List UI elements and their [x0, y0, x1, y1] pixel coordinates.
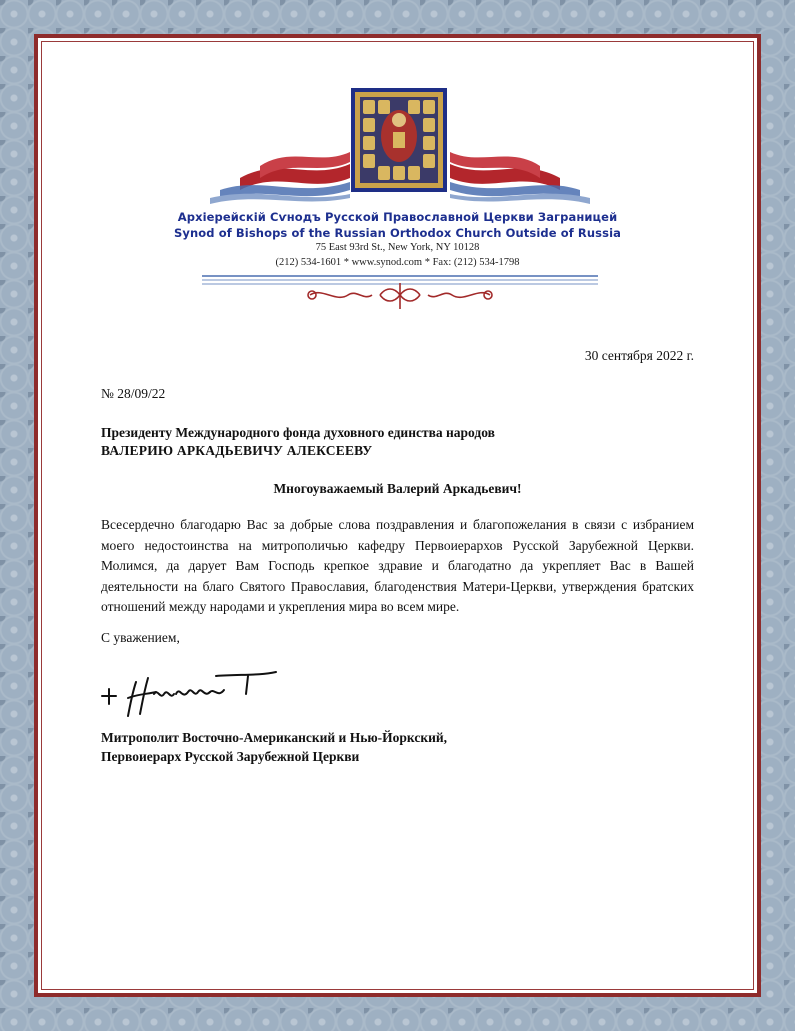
letter-reference-number: № 28/09/22: [101, 386, 166, 401]
signer-position: Первоиерарх Русской Зарубежной Церкви: [101, 749, 360, 764]
addressee-block: [101, 424, 495, 460]
addressee-title: Президенту Международного фонда духовного единства народов: [101, 425, 495, 440]
signer-block: [101, 728, 447, 766]
signer-title: Митрополит Восточно-Американский и Нью-Йоркский,: [101, 730, 448, 745]
letter-date: 30 сентября 2022 г.: [584, 348, 694, 363]
letterhead-contacts: (212) 534-1601 * www.synod.com * Fax: (212) 534-1798: [275, 257, 520, 268]
letterhead-title-en: Synod of Bishops of the Russian Orthodox Church Outside of Russia: [174, 226, 621, 240]
salutation: Многоуважаемый Валерий Аркадьевич!: [273, 481, 522, 496]
letter-body: Всесердечно благодарю Вас за добрые слова поздравления и благопожелания в связи с избранием моего недостоинства на митрополичью кафедру Первоиерархов Русской Зарубежной Церкви. Молимся, да дарует Вам Господь крепкое здравие и благодатно да укрепляет Вас в Вашей деятельности на благо Святого Православия, благоденствия Матери-Церкви, утверждения братских отношений между народами и укрепления мира во всем мире.: [101, 517, 694, 614]
addressee-name: ВАЛЕРИЮ АРКАДЬЕВИЧУ АЛЕКСЕЕВУ: [101, 443, 373, 458]
letterhead-title-ru: Архіерейскій Сѵнодъ Русской Православной Церкви Заграницей: [177, 210, 618, 224]
synod-emblem-icon: [200, 86, 600, 208]
handwritten-signature-icon: [98, 664, 288, 724]
letterhead-address: 75 East 93rd St., New York, NY 10128: [315, 242, 480, 253]
closing: С уважением,: [101, 630, 180, 645]
letterhead-divider-ornament-icon: [200, 271, 600, 311]
